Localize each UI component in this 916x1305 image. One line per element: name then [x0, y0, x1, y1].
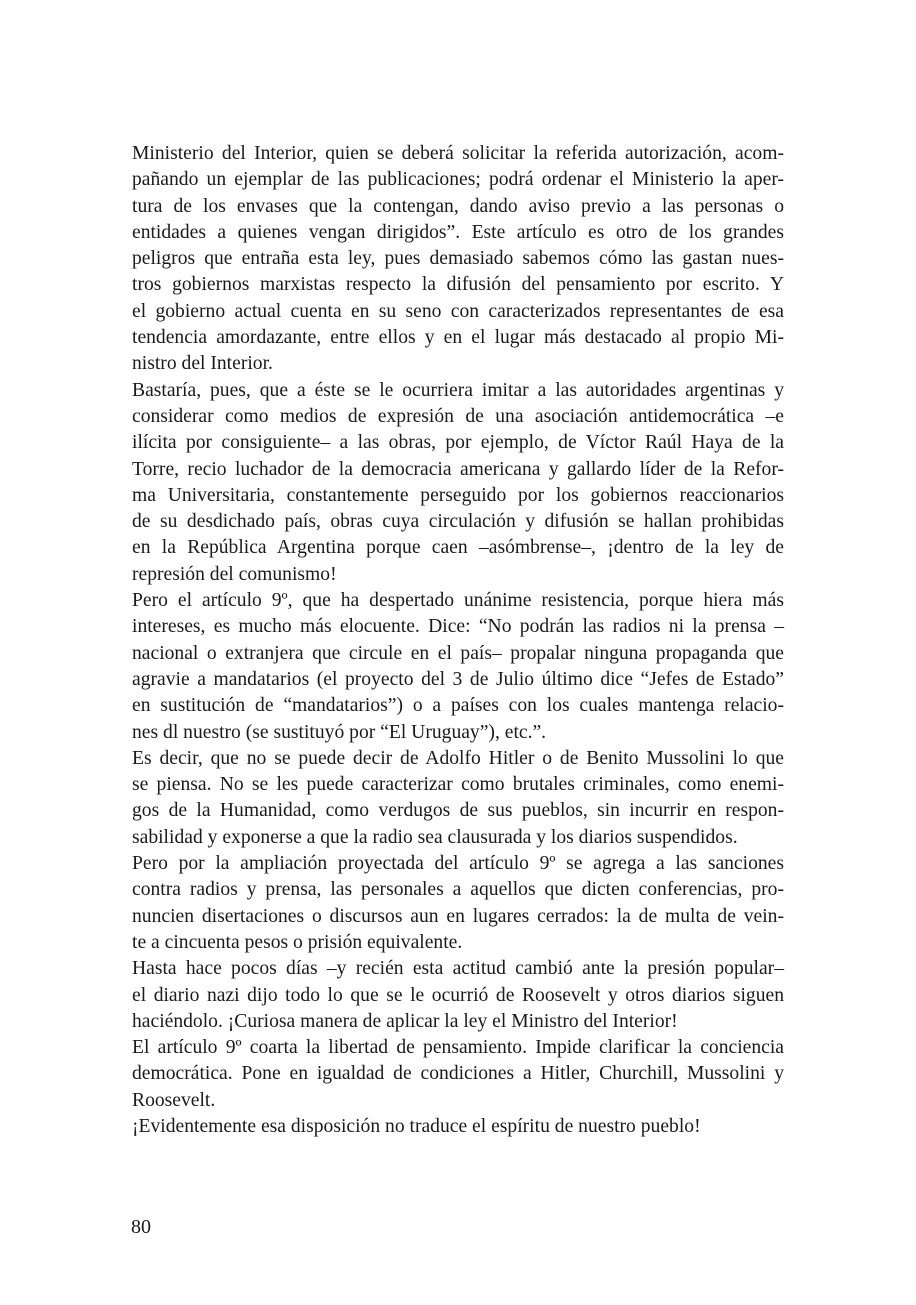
- paragraph-4: [132, 746, 784, 851]
- text-line: tura de los envases que la contengan, dando aviso previo a las personas o: [132, 195, 784, 217]
- text-line: agravie a mandatarios (el proyecto del 3 de Julio último dice “Jefes de Estado”: [132, 668, 784, 690]
- paragraph-3: [132, 588, 784, 746]
- text-line: tendencia amordazante, entre ellos y en el lugar más destacado al propio Mi-: [132, 327, 784, 349]
- text-line: entidades a quienes vengan dirigidos”. Este artículo es otro de los grandes: [132, 221, 784, 243]
- paragraph-7: [132, 1035, 784, 1114]
- text-line: peligros que entraña esta ley, pues demasiado sabemos cómo las gastan nues-: [132, 248, 784, 270]
- text-line: el diario nazi dijo todo lo que se le ocurrió de Roosevelt y otros diarios siguen: [132, 984, 784, 1006]
- text-line: se piensa. No se les puede caracterizar como brutales criminales, como enemi-: [132, 774, 784, 796]
- text-line: El artículo 9º coarta la libertad de pensamiento. Impide clarificar la conciencia: [132, 1037, 784, 1059]
- text-line: nistro del Interior.: [132, 353, 273, 375]
- text-line: de su desdichado país, obras cuya circulación y difusión se hallan prohibidas: [132, 511, 784, 533]
- text-line: sabilidad y exponerse a que la radio sea clausurada y los diarios suspendidos.: [132, 826, 738, 848]
- text-line: nuncien disertaciones o discursos aun en lugares cerrados: la de multa de vein-: [132, 905, 784, 927]
- text-line: contra radios y prensa, las personales a aquellos que dicten conferencias, pro-: [132, 879, 784, 901]
- text-line: gos de la Humanidad, como verdugos de sus pueblos, sin incurrir en respon-: [132, 800, 784, 822]
- page-number: 80: [131, 1216, 151, 1238]
- text-line: tros gobiernos marxistas respecto la difusión del pensamiento por escrito. Y: [132, 274, 784, 296]
- text-line: ma Universitaria, constantemente perseguido por los gobiernos reaccionarios: [132, 484, 784, 506]
- text-line: en sustitución de “mandatarios”) o a países con los cuales mantenga relacio-: [132, 695, 784, 717]
- text-line: nacional o extranjera que circule en el país– propalar ninguna propaganda que: [132, 642, 784, 664]
- paragraph-8: [132, 1114, 784, 1140]
- text-line: democrática. Pone en igualdad de condiciones a Hitler, Churchill, Mussolini y: [132, 1063, 784, 1085]
- paragraph-1: [132, 141, 784, 378]
- body-text: [132, 141, 784, 1140]
- text-line: Roosevelt.: [132, 1089, 216, 1111]
- text-line: considerar como medios de expresión de una asociación antidemocrática –e: [132, 405, 784, 427]
- paragraph-5: [132, 851, 784, 956]
- text-line: Torre, recio luchador de la democracia americana y gallardo líder de la Refor-: [132, 458, 784, 480]
- text-line: Hasta hace pocos días –y recién esta actitud cambió ante la presión popular–: [132, 958, 784, 980]
- text-line: Pero el artículo 9º, que ha despertado unánime resistencia, porque hiera más: [132, 590, 784, 612]
- text-line: intereses, es mucho más elocuente. Dice: “No podrán las radios ni la prensa –: [132, 616, 784, 638]
- text-line: ilícita por consiguiente– a las obras, por ejemplo, de Víctor Raúl Haya de la: [132, 432, 784, 454]
- paragraph-6: [132, 956, 784, 1035]
- text-line: represión del comunismo!: [132, 563, 337, 585]
- text-line: nes dl nuestro (se sustituyó por “El Uruguay”), etc.”.: [132, 721, 547, 743]
- text-line: Ministerio del Interior, quien se deberá solicitar la referida autorización, acom-: [132, 143, 784, 164]
- text-line: Es decir, que no se puede decir de Adolfo Hitler o de Benito Mussolini lo que: [132, 747, 784, 769]
- text-line: ¡Evidentemente esa disposición no traduce el espíritu de nuestro pueblo!: [132, 1115, 701, 1137]
- text-line: haciéndolo. ¡Curiosa manera de aplicar la ley el Ministro del Interior!: [132, 1010, 678, 1032]
- text-line: Pero por la ampliación proyectada del artículo 9º se agrega a las sanciones: [132, 853, 784, 875]
- text-line: te a cincuenta pesos o prisión equivalente.: [132, 931, 463, 953]
- text-line: pañando un ejemplar de las publicaciones; podrá ordenar el Ministerio la aper-: [132, 169, 784, 191]
- paragraph-2: [132, 378, 784, 588]
- text-line: el gobierno actual cuenta en su seno con caracterizados representantes de esa: [132, 300, 784, 322]
- text-line: Bastaría, pues, que a éste se le ocurriera imitar a las autoridades argentinas y: [132, 379, 784, 401]
- text-line: en la República Argentina porque caen –asómbrense–, ¡dentro de la ley de: [132, 537, 784, 559]
